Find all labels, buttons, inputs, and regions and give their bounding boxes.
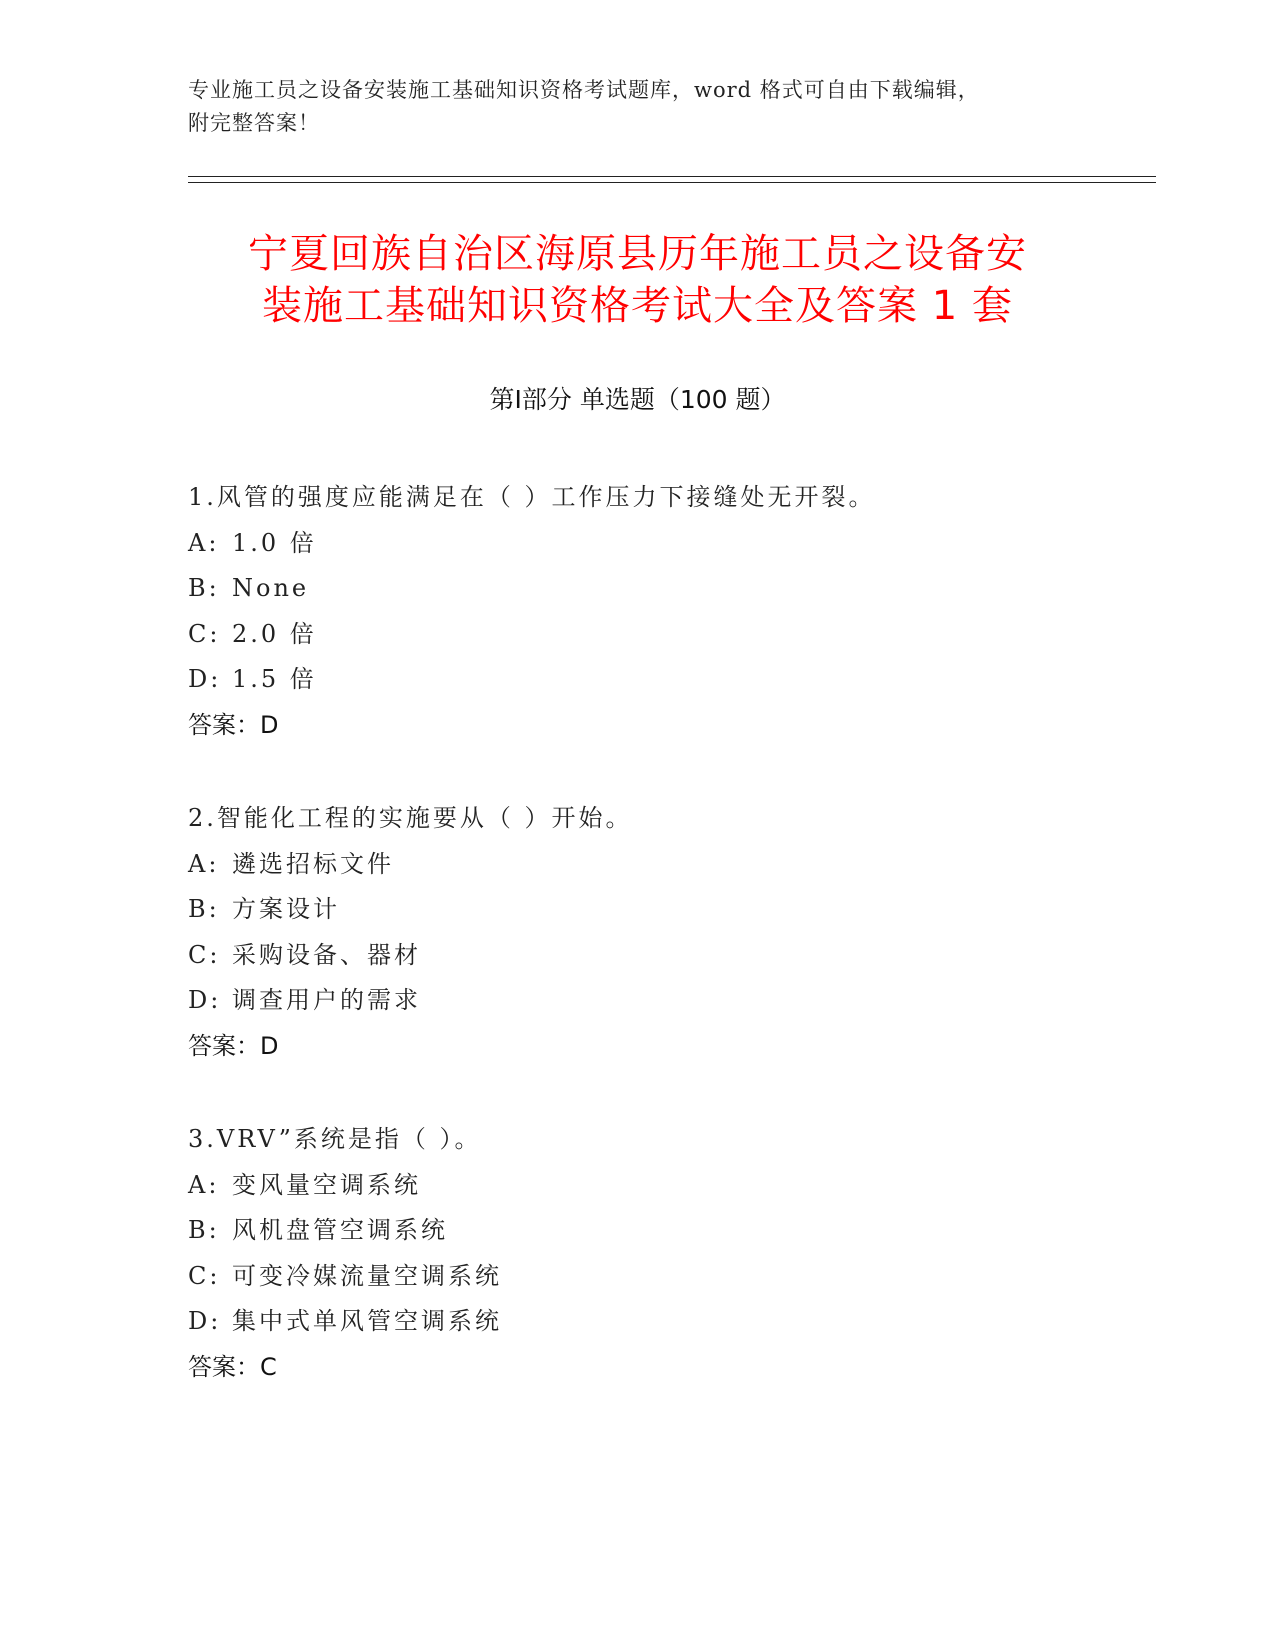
section-heading: 第Ⅰ部分 单选题（100 题）	[489, 385, 786, 414]
option-letter: C:	[188, 1261, 221, 1290]
option-letter: A:	[188, 1170, 220, 1199]
option-text: 调查用户的需求	[232, 986, 421, 1014]
option-text: 遴选招标文件	[232, 849, 394, 878]
option-c	[188, 1254, 1148, 1300]
option-a	[188, 1163, 1148, 1209]
option-c	[188, 612, 1148, 658]
question-stem: 3.VRV”系统是指（ ）。	[188, 1125, 482, 1153]
option-b	[188, 566, 1148, 612]
answer-line: 答案：C	[188, 1352, 277, 1381]
option-text: 1.0 倍	[232, 528, 317, 557]
question-2	[188, 796, 1148, 1069]
document-title	[150, 228, 1125, 332]
question-stem: 1.风管的强度应能满足在（ ）工作压力下接缝处无开裂。	[188, 483, 876, 511]
option-text: 风机盘管空调系统	[232, 1216, 448, 1244]
document-title-line-1: 宁夏回族自治区海原县历年施工员之设备安	[248, 231, 1027, 277]
option-b	[188, 1208, 1148, 1254]
option-letter: B:	[188, 574, 220, 602]
question-1	[188, 475, 1148, 748]
option-text: 2.0 倍	[232, 619, 317, 648]
option-text: None	[232, 574, 310, 602]
option-d	[188, 1299, 1148, 1345]
option-b	[188, 887, 1148, 933]
option-text: 采购设备、器材	[232, 940, 421, 969]
option-c	[188, 933, 1148, 979]
option-a	[188, 521, 1148, 567]
option-text: 可变冷媒流量空调系统	[232, 1261, 502, 1290]
question-list	[188, 475, 1148, 1438]
option-letter: C:	[188, 940, 221, 969]
document-title-line-2: 装施工基础知识资格考试大全及答案 1 套	[262, 283, 1013, 329]
option-d	[188, 978, 1148, 1024]
option-letter: D:	[188, 986, 222, 1014]
option-text: 集中式单风管空调系统	[232, 1307, 502, 1335]
question-3	[188, 1117, 1148, 1390]
option-letter: D:	[188, 665, 222, 693]
option-d	[188, 657, 1148, 703]
option-letter: D:	[188, 1307, 222, 1335]
header-note	[188, 74, 1088, 140]
option-letter: A:	[188, 849, 220, 878]
header-note-line-2: 附完整答案！	[188, 111, 320, 135]
question-stem: 2.智能化工程的实施要从（ ）开始。	[188, 804, 633, 832]
option-text: 1.5 倍	[232, 665, 317, 693]
answer-line: 答案：D	[188, 710, 279, 739]
answer-line: 答案：D	[188, 1031, 279, 1060]
option-letter: B:	[188, 1216, 220, 1244]
option-letter: A:	[188, 528, 220, 557]
option-text: 方案设计	[232, 895, 340, 923]
option-a	[188, 842, 1148, 888]
option-letter: C:	[188, 619, 221, 648]
header-note-line-1: 专业施工员之设备安装施工基础知识资格考试题库，word 格式可自由下载编辑，	[188, 78, 980, 102]
header-double-rule	[188, 176, 1156, 183]
option-letter: B:	[188, 895, 220, 923]
option-text: 变风量空调系统	[232, 1170, 421, 1199]
